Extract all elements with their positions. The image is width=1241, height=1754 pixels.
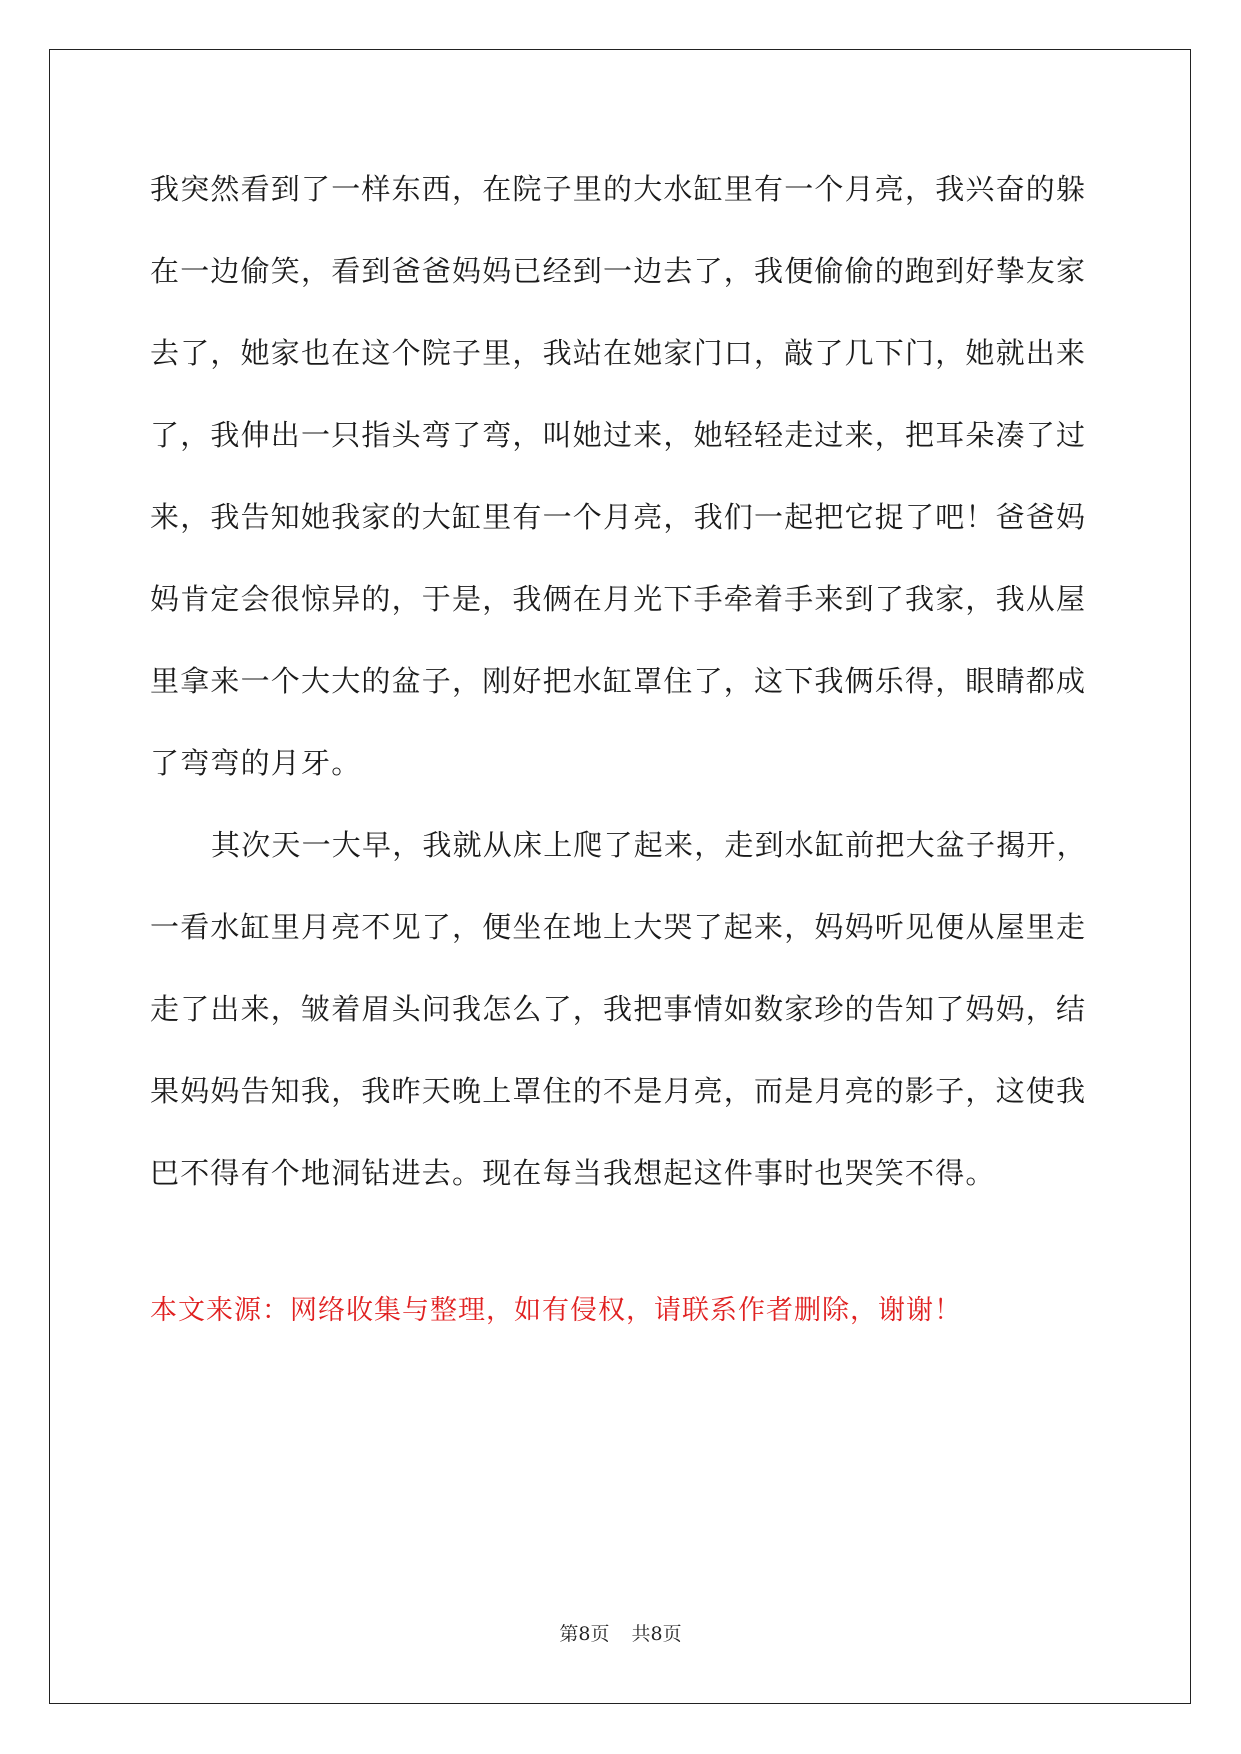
source-note: 本文来源：网络收集与整理，如有侵权，请联系作者删除，谢谢！ xyxy=(150,1295,962,1326)
paragraph-2: 其次天一大早，我就从床上爬了起来，走到水缸前把大盆子揭开，一看水缸里月亮不见了，便坐在地上大哭了起来，妈妈听见便从屋里走走了出来，皱着眉头问我怎么了，我把事情如数家珍的告知了妈妈，结果妈妈告知我，我昨天晚上罩住的不是月亮，而是月亮的影子，这使我巴不得有个地洞钻进去。现在每当我想起这件事时也哭笑不得。 xyxy=(150,828,1087,1190)
page-footer xyxy=(0,1621,1241,1647)
paragraph-1: 我突然看到了一样东西，在院子里的大水缸里有一个月亮，我兴奋的躲在一边偷笑，看到爸爸妈妈已经到一边去了，我便偷偷的跑到好挚友家去了，她家也在这个院子里，我站在她家门口，敲了几下门，她就出来了，我伸出一只指头弯了弯，叫她过来，她轻轻走过来，把耳朵凑了过来，我告知她我家的大缸里有一个月亮，我们一起把它捉了吧！爸爸妈妈肯定会很惊异的，于是，我俩在月光下手牵着手来到了我家，我从屋里拿来一个大大的盆子，刚好把水缸罩住了，这下我俩乐得，眼睛都成了弯弯的月牙。 xyxy=(150,172,1087,780)
document-body xyxy=(150,148,1090,1214)
page-number: 第8页 xyxy=(559,1623,610,1645)
page-total: 共8页 xyxy=(631,1623,682,1645)
